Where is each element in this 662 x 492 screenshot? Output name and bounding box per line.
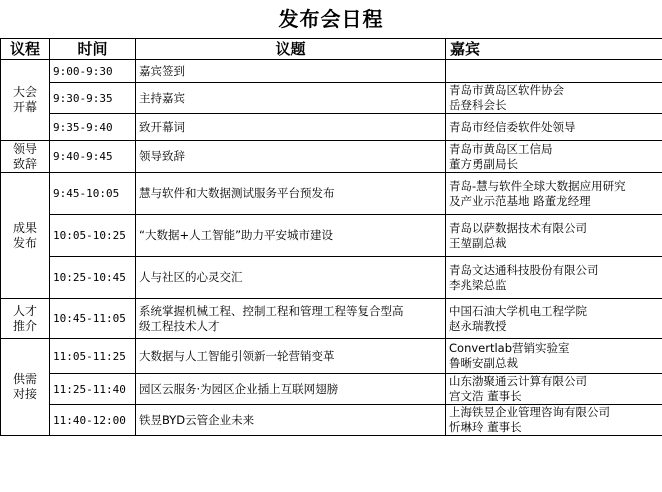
table-row — [1, 215, 662, 257]
time-cell: 9:30-9:35 — [50, 83, 136, 114]
table-row — [1, 405, 662, 436]
time-cell: 9:45-10:05 — [50, 173, 136, 215]
time-cell: 11:25-11:40 — [50, 374, 136, 405]
section-label: 供需 对接 — [1, 339, 50, 436]
header-section: 议程 — [1, 39, 50, 60]
time-cell: 10:25-10:45 — [50, 257, 136, 299]
topic-cell: 人与社区的心灵交汇 — [136, 257, 446, 299]
header-time: 时间 — [50, 39, 136, 60]
table-row — [1, 299, 662, 339]
time-cell: 9:35-9:40 — [50, 114, 136, 141]
header-topic: 议题 — [136, 39, 446, 60]
table-row — [1, 114, 662, 141]
page-title: 发布会日程 — [278, 7, 384, 31]
schedule-body — [1, 60, 662, 436]
table-row — [1, 173, 662, 215]
table-row — [1, 60, 662, 83]
time-cell: 9:40-9:45 — [50, 141, 136, 173]
schedule-table — [0, 38, 662, 436]
topic-cell: 园区云服务·为园区企业插上互联网翅膀 — [136, 374, 446, 405]
host-cell: 青岛市黄岛区软件协会 岳登科会长 — [446, 83, 662, 114]
host-cell: 青岛文达通科技股份有限公司 李兆梁总监 — [446, 257, 662, 299]
host-cell: 青岛市黄岛区工信局 董方勇副局长 — [446, 141, 662, 173]
time-cell: 10:05-10:25 — [50, 215, 136, 257]
time-cell: 11:05-11:25 — [50, 339, 136, 374]
host-cell: 青岛市经信委软件处领导 — [446, 114, 662, 141]
topic-cell: 系统掌握机械工程、控制工程和管理工程等复合型高 级工程技术人才 — [136, 299, 446, 339]
topic-cell: 大数据与人工智能引领新一轮营销变革 — [136, 339, 446, 374]
table-row — [1, 83, 662, 114]
section-label: 人才 推介 — [1, 299, 50, 339]
topic-cell: 主持嘉宾 — [136, 83, 446, 114]
topic-cell: 慧与软件和大数据测试服务平台预发布 — [136, 173, 446, 215]
topic-cell: “大数据+人工智能”助力平安城市建设 — [136, 215, 446, 257]
table-row — [1, 141, 662, 173]
host-cell: 山东渤聚通云计算有限公司 宫文浩 董事长 — [446, 374, 662, 405]
table-row — [1, 339, 662, 374]
host-cell: 中国石油大学机电工程学院 赵永瑞教授 — [446, 299, 662, 339]
table-row — [1, 374, 662, 405]
time-cell: 10:45-11:05 — [50, 299, 136, 339]
section-label: 成果 发布 — [1, 173, 50, 299]
header-row — [1, 39, 662, 60]
host-cell: 上海铁昱企业管理咨询有限公司 忻琳玲 董事长 — [446, 405, 662, 436]
section-label: 领导 致辞 — [1, 141, 50, 173]
topic-cell: 嘉宾签到 — [136, 60, 446, 83]
time-cell: 11:40-12:00 — [50, 405, 136, 436]
topic-cell: 铁昱BYD云管企业未来 — [136, 405, 446, 436]
topic-cell: 致开幕词 — [136, 114, 446, 141]
topic-cell: 领导致辞 — [136, 141, 446, 173]
host-cell: Convertlab营销实验室 鲁晰安副总裁 — [446, 339, 662, 374]
table-row — [1, 257, 662, 299]
header-host: 嘉宾 — [446, 39, 662, 60]
host-cell — [446, 60, 662, 83]
section-label: 大会 开幕 — [1, 60, 50, 141]
host-cell: 青岛以萨数据技术有限公司 王堃副总裁 — [446, 215, 662, 257]
host-cell: 青岛-慧与软件全球大数据应用研究 及产业示范基地 路董龙经理 — [446, 173, 662, 215]
time-cell: 9:00-9:30 — [50, 60, 136, 83]
